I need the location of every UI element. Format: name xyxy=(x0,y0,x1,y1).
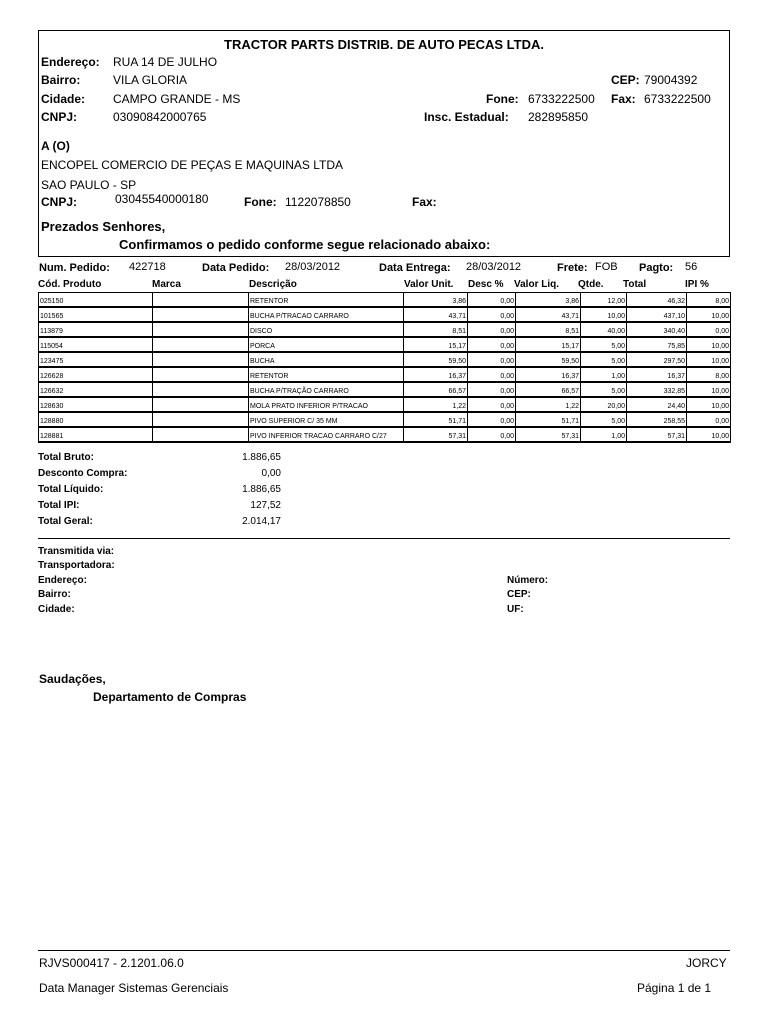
endereco-label: Endereço: xyxy=(41,55,100,69)
fone-value: 6733222500 xyxy=(528,92,595,106)
total-label: Total Geral: xyxy=(38,516,93,527)
cell-ipi: 10,00 xyxy=(687,352,731,367)
data-entrega-label: Data Entrega: xyxy=(379,262,451,274)
pagto-value: 56 xyxy=(685,261,698,273)
cell-valor-unit: 3,86 xyxy=(404,293,468,308)
total-label: Total Bruto: xyxy=(38,452,94,463)
col-header-qtde: Qtde. xyxy=(578,279,604,290)
cell-marca xyxy=(153,382,249,397)
cell-valor-unit: 51,71 xyxy=(404,412,468,427)
cell-ipi: 10,00 xyxy=(687,307,731,322)
total-value: 1.886,65 xyxy=(242,452,281,463)
recipient-name: ENCOPEL COMERCIO DE PEÇAS E MAQUINAS LTDA xyxy=(41,158,344,172)
fax-label: Fax: xyxy=(611,92,636,106)
cell-ipi: 10,00 xyxy=(687,427,731,442)
data-pedido-value: 28/03/2012 xyxy=(285,261,341,273)
cell-ipi: 0,00 xyxy=(687,322,731,337)
table-row xyxy=(39,382,731,397)
col-header-valor-liq: Valor Liq. xyxy=(514,279,560,290)
transportadora-label: Transportadora: xyxy=(38,560,115,571)
cell-valor-unit: 8,51 xyxy=(404,322,468,337)
cell-descricao: BUCHA xyxy=(249,352,404,367)
cell-qtde: 40,00 xyxy=(581,322,627,337)
cell-codigo: 128881 xyxy=(39,427,153,442)
cell-desc: 0,00 xyxy=(468,307,516,322)
footer-divider xyxy=(38,950,730,951)
cnpj-label: CNPJ: xyxy=(41,110,78,124)
cell-qtde: 5,00 xyxy=(581,337,627,352)
table-row xyxy=(39,367,731,382)
cell-codigo: 128880 xyxy=(39,412,153,427)
col-header-ipi: IPI % xyxy=(685,279,709,290)
recipient-a-label: A (O) xyxy=(41,139,70,153)
fax-value: 6733222500 xyxy=(644,92,711,106)
cell-desc: 0,00 xyxy=(468,293,516,308)
cell-marca xyxy=(153,307,249,322)
cell-total: 46,32 xyxy=(627,293,687,308)
footer-user: JORCY xyxy=(686,956,727,970)
cell-qtde: 20,00 xyxy=(581,397,627,412)
cell-descricao: PIVO SUPERIOR C/ 35 MM xyxy=(249,412,404,427)
num-pedido-label: Num. Pedido: xyxy=(39,262,110,274)
footer-code: RJVS000417 - 2.1201.06.0 xyxy=(39,956,184,970)
cell-valor-unit: 15,17 xyxy=(404,337,468,352)
cep-label: CEP: xyxy=(611,73,640,87)
cell-total: 437,10 xyxy=(627,307,687,322)
cell-valor-liq: 15,17 xyxy=(516,337,581,352)
table-row xyxy=(39,397,731,412)
col-header-codigo: Cód. Produto xyxy=(38,279,102,290)
cell-valor-unit: 1,22 xyxy=(404,397,468,412)
total-value: 2.014,17 xyxy=(242,516,281,527)
total-value: 0,00 xyxy=(261,468,281,479)
cell-ipi: 10,00 xyxy=(687,337,731,352)
cell-valor-liq: 51,71 xyxy=(516,412,581,427)
recipient-cnpj-label: CNPJ: xyxy=(41,195,78,209)
cell-valor-unit: 59,50 xyxy=(404,352,468,367)
cell-valor-liq: 16,37 xyxy=(516,367,581,382)
cell-marca xyxy=(153,427,249,442)
department: Departamento de Compras xyxy=(93,690,247,704)
cell-codigo: 025150 xyxy=(39,293,153,308)
cell-total: 332,85 xyxy=(627,382,687,397)
cell-valor-liq: 59,50 xyxy=(516,352,581,367)
cell-total: 75,85 xyxy=(627,337,687,352)
data-pedido-label: Data Pedido: xyxy=(202,262,270,274)
cell-desc: 0,00 xyxy=(468,352,516,367)
cell-valor-unit: 57,31 xyxy=(404,427,468,442)
cell-descricao: DISCO xyxy=(249,322,404,337)
cell-valor-liq: 43,71 xyxy=(516,307,581,322)
cell-total: 340,40 xyxy=(627,322,687,337)
cell-marca xyxy=(153,367,249,382)
shipping-numero-label: Número: xyxy=(507,575,549,586)
cell-desc: 0,00 xyxy=(468,397,516,412)
cell-ipi: 0,00 xyxy=(687,412,731,427)
cell-ipi: 8,00 xyxy=(687,367,731,382)
cep-value: 79004392 xyxy=(644,73,698,87)
cell-marca xyxy=(153,322,249,337)
cell-desc: 0,00 xyxy=(468,427,516,442)
cell-ipi: 10,00 xyxy=(687,382,731,397)
table-row xyxy=(39,352,731,367)
recipient-fax-label: Fax: xyxy=(412,195,437,209)
cidade-label: Cidade: xyxy=(41,92,86,106)
cell-valor-liq: 8,51 xyxy=(516,322,581,337)
bairro-value: VILA GLORIA xyxy=(113,73,188,87)
cell-desc: 0,00 xyxy=(468,337,516,352)
cell-valor-liq: 1,22 xyxy=(516,397,581,412)
cell-marca xyxy=(153,397,249,412)
pagto-label: Pagto: xyxy=(639,262,674,274)
items-table xyxy=(38,292,731,443)
shipping-cep-label: CEP: xyxy=(507,589,531,600)
cell-valor-liq: 57,31 xyxy=(516,427,581,442)
cell-marca xyxy=(153,412,249,427)
cell-total: 57,31 xyxy=(627,427,687,442)
cell-qtde: 10,00 xyxy=(581,307,627,322)
shipping-cidade-label: Cidade: xyxy=(38,604,75,615)
cell-codigo: 126628 xyxy=(39,367,153,382)
frete-label: Frete: xyxy=(557,262,588,274)
cell-codigo: 101565 xyxy=(39,307,153,322)
shipping-bairro-label: Bairro: xyxy=(38,589,71,600)
cell-codigo: 128630 xyxy=(39,397,153,412)
cell-total: 24,40 xyxy=(627,397,687,412)
table-row xyxy=(39,412,731,427)
greeting: Prezados Senhores, xyxy=(41,219,166,234)
endereco-value: RUA 14 DE JULHO xyxy=(113,55,218,69)
cell-desc: 0,00 xyxy=(468,367,516,382)
recipient-fone-value: 1122078850 xyxy=(285,195,351,209)
divider xyxy=(38,538,730,539)
cell-qtde: 12,00 xyxy=(581,293,627,308)
insc-value: 282895850 xyxy=(528,110,589,124)
cell-qtde: 5,00 xyxy=(581,412,627,427)
cell-marca xyxy=(153,352,249,367)
bairro-label: Bairro: xyxy=(41,73,81,87)
col-header-valor-unit: Valor Unit. xyxy=(404,279,454,290)
cell-valor-liq: 3,86 xyxy=(516,293,581,308)
cell-descricao: RETENTOR xyxy=(249,293,404,308)
cell-descricao: BUCHA P/TRACAO CARRARO xyxy=(249,307,404,322)
num-pedido-value: 422718 xyxy=(129,261,166,273)
fone-label: Fone: xyxy=(486,92,519,106)
cell-ipi: 8,00 xyxy=(687,293,731,308)
table-row xyxy=(39,337,731,352)
table-row xyxy=(39,293,731,308)
total-label: Desconto Compra: xyxy=(38,468,128,479)
cell-descricao: PIVO INFERIOR TRACAO CARRARO C/27 xyxy=(249,427,404,442)
shipping-endereco-label: Endereço: xyxy=(38,575,87,586)
cell-codigo: 115054 xyxy=(39,337,153,352)
shipping-uf-label: UF: xyxy=(507,604,524,615)
col-header-desc: Desc % xyxy=(468,279,504,290)
footer-system: Data Manager Sistemas Gerenciais xyxy=(39,981,229,995)
cell-marca xyxy=(153,337,249,352)
recipient-cnpj-value: 03045540000180 xyxy=(115,192,209,206)
cnpj-value: 03090842000765 xyxy=(113,110,207,124)
cell-descricao: MOLA PRATO INFERIOR P/TRACAO xyxy=(249,397,404,412)
cell-valor-unit: 43,71 xyxy=(404,307,468,322)
cell-desc: 0,00 xyxy=(468,412,516,427)
company-name: TRACTOR PARTS DISTRIB. DE AUTO PECAS LTDA. xyxy=(224,37,544,52)
recipient-city: SAO PAULO - SP xyxy=(41,178,137,192)
col-header-descricao: Descrição xyxy=(249,279,297,290)
table-row xyxy=(39,427,731,442)
cell-descricao: BUCHA P/TRAÇÃO CARRARO xyxy=(249,382,404,397)
table-row xyxy=(39,307,731,322)
frete-value: FOB xyxy=(595,261,618,273)
cell-total: 258,55 xyxy=(627,412,687,427)
cell-codigo: 123475 xyxy=(39,352,153,367)
total-value: 127,52 xyxy=(250,500,281,511)
cell-qtde: 5,00 xyxy=(581,352,627,367)
col-header-marca: Marca xyxy=(152,279,181,290)
confirm-text: Confirmamos o pedido conforme segue relacionado abaixo: xyxy=(119,237,491,252)
cell-descricao: RETENTOR xyxy=(249,367,404,382)
cell-qtde: 1,00 xyxy=(581,427,627,442)
cell-descricao: PORCA xyxy=(249,337,404,352)
col-header-total: Total xyxy=(623,279,647,290)
cell-valor-liq: 66,57 xyxy=(516,382,581,397)
cell-ipi: 10,00 xyxy=(687,397,731,412)
total-label: Total Líquido: xyxy=(38,484,104,495)
recipient-fone-label: Fone: xyxy=(244,195,277,209)
transmitida-label: Transmitida via: xyxy=(38,546,115,557)
cell-valor-unit: 16,37 xyxy=(404,367,468,382)
cell-codigo: 113879 xyxy=(39,322,153,337)
cell-qtde: 1,00 xyxy=(581,367,627,382)
saudacoes: Saudações, xyxy=(39,672,106,686)
cell-codigo: 126632 xyxy=(39,382,153,397)
table-row xyxy=(39,322,731,337)
cell-total: 297,50 xyxy=(627,352,687,367)
cell-desc: 0,00 xyxy=(468,322,516,337)
total-label: Total IPI: xyxy=(38,500,80,511)
cell-desc: 0,00 xyxy=(468,382,516,397)
cidade-value: CAMPO GRANDE - MS xyxy=(113,92,241,106)
insc-label: Insc. Estadual: xyxy=(424,110,509,124)
footer-page: Página 1 de 1 xyxy=(637,981,712,995)
data-entrega-value: 28/03/2012 xyxy=(466,261,522,273)
cell-marca xyxy=(153,293,249,308)
cell-qtde: 5,00 xyxy=(581,382,627,397)
cell-total: 16,37 xyxy=(627,367,687,382)
cell-valor-unit: 66,57 xyxy=(404,382,468,397)
total-value: 1.886,65 xyxy=(242,484,281,495)
